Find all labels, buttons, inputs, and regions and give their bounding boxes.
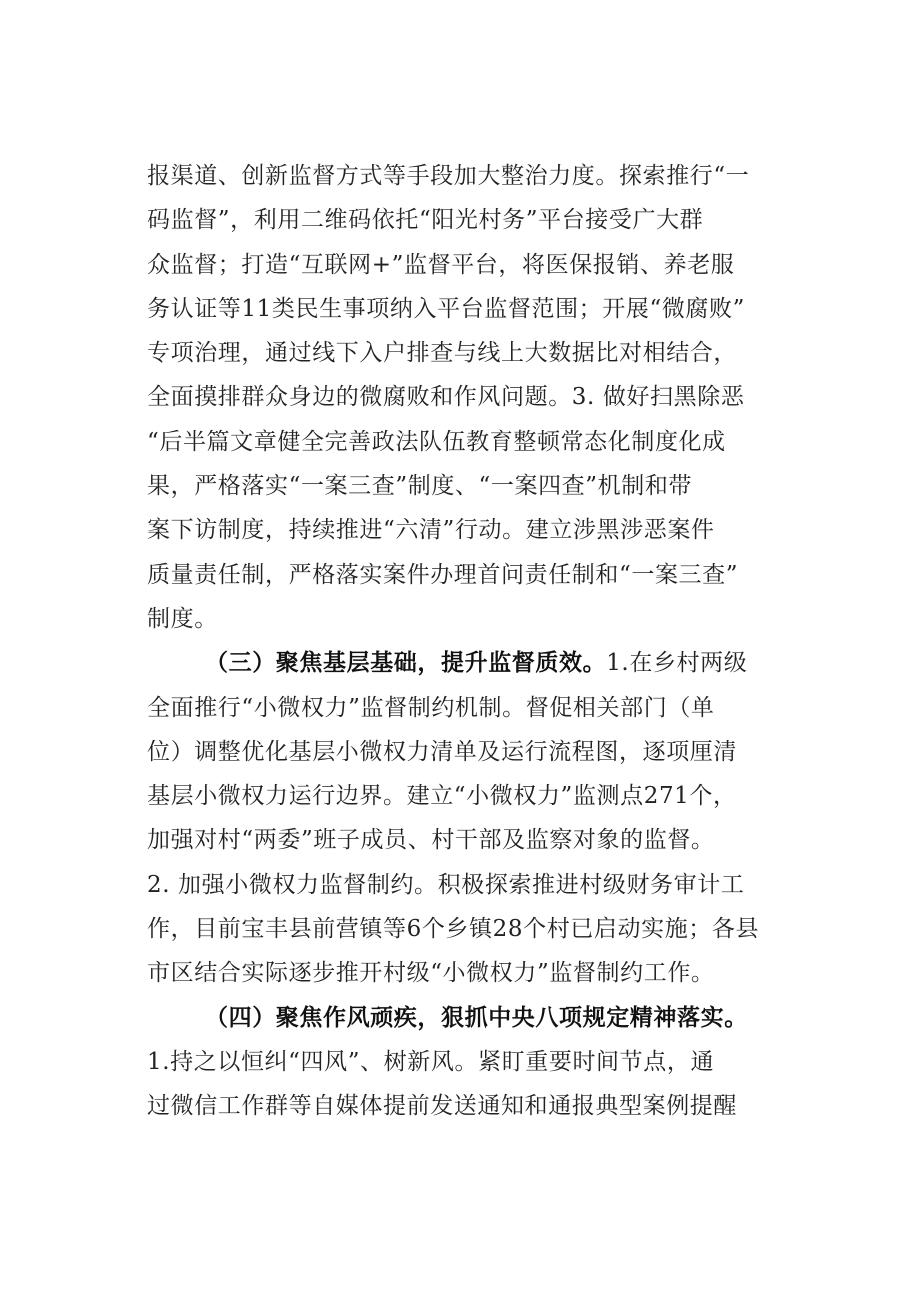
text-segment: 报渠道、创新监督方式等手段加大整治力度。探索推行“一 [147,163,750,189]
text-line [147,774,777,818]
text-line [147,375,777,419]
text-segment: 果，严格落实“一案三查”制度、“一案四查”机制和带 [147,473,693,500]
text-line [147,154,777,198]
text-line [147,198,777,242]
section-heading: （三）聚焦基层基础，提升监督质效。 [205,649,607,677]
text-segment: 专项治理，通过线下入户排查与线上大数据比对相结合， [147,340,737,367]
text-line [147,597,777,641]
paragraph [147,641,777,995]
paragraph [147,154,777,641]
text-segment: 1.持之以恒纠“四风”、树新风。紧盯重要时间节点，通 [147,1048,715,1075]
text-line [147,1040,777,1084]
document-body [147,154,777,1129]
text-segment: “后半篇文章健全完善政法队伍教育整顿常态化制度化成 [147,428,726,455]
text-segment: 全面推行“小微权力”监督制约机制。督促相关部门（单 [147,694,715,721]
text-segment: 制度。 [147,605,218,632]
text-line [147,420,777,464]
text-segment: 基层小微权力运行边界。建立“小微权力”监测点271个， [147,783,737,810]
text-segment: 全面摸排群众身边的微腐败和作风问题。3. 做好扫黑除恶 [147,384,745,411]
text-line [147,331,777,375]
paragraph [147,996,777,1129]
text-segment: 过微信工作群等自媒体提前发送通知和通报典型案例提醒 [147,1093,737,1120]
text-line [147,863,777,907]
text-segment: 市区结合实际逐步推开村级“小微权力”监督制约工作。 [147,960,715,987]
text-line [147,508,777,552]
text-line [147,996,777,1040]
text-line [147,641,777,685]
text-line [147,1084,777,1128]
text-line [147,243,777,287]
text-line [147,907,777,951]
text-segment: 加强对村“两委”班子成员、村干部及监察对象的监督。 [147,827,715,854]
text-line [147,730,777,774]
text-segment: 位）调整优化基层小微权力清单及运行流程图，逐项厘清 [147,738,737,765]
text-line [147,818,777,862]
text-line [147,287,777,331]
text-line [147,951,777,995]
text-segment: 质量责任制，严格落实案件办理首问责任制和“一案三查” [147,561,739,588]
text-segment: 务认证等11类民生事项纳入平台监督范围；开展“微腐败” [147,295,745,322]
text-segment: 作，目前宝丰县前营镇等6个乡镇28个村已启动实施；各县 [147,916,760,943]
text-line [147,553,777,597]
text-segment: 案下访制度，持续推进“六清”行动。建立涉黑涉恶案件 [147,517,715,544]
text-segment: 码监督”，利用二维码依托“阳光村务”平台接受广大群 [147,207,704,234]
text-line [147,464,777,508]
text-line [147,686,777,730]
section-heading: （四）聚焦作风顽疾，狠抓中央八项规定精神落实。 [205,1003,748,1031]
text-segment: 2. 加强小微权力监督制约。积极探索推进村级财务审计工 [147,871,745,898]
text-segment: 众监督；打造“互联网+”监督平台，将医保报销、养老服 [147,251,735,278]
text-segment: 1.在乡村两级 [606,650,748,677]
